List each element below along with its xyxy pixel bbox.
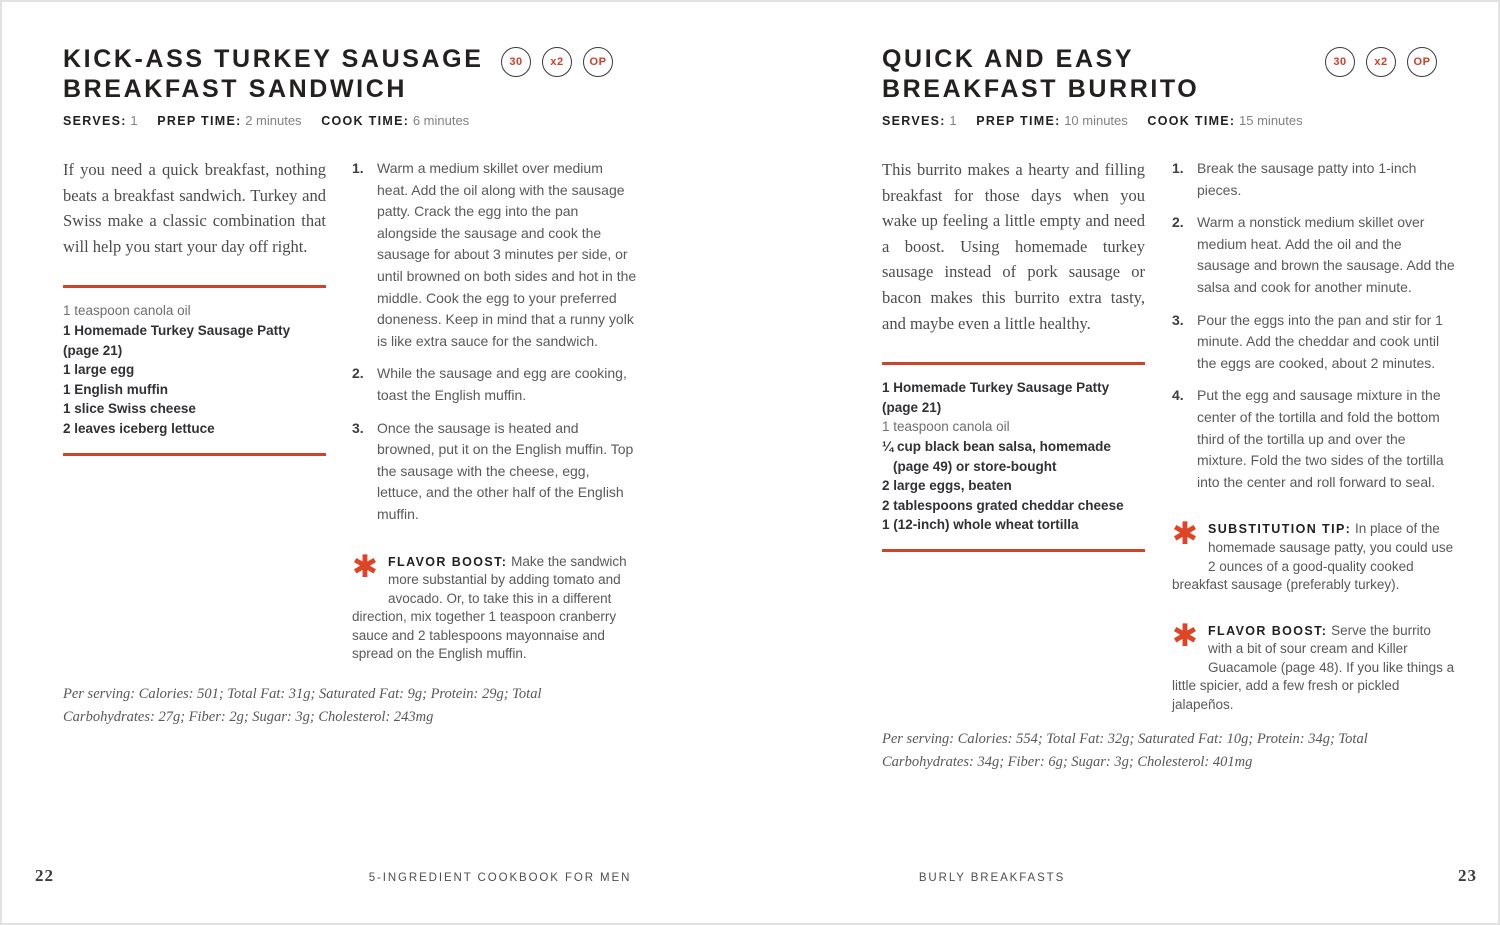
step-number: 3. (1172, 311, 1184, 328)
step-item (352, 418, 637, 526)
cook-time-label: COOK TIME: (321, 114, 410, 128)
badge-30-minutes: 30 (501, 47, 531, 77)
title-line-2: BREAKFAST BURRITO (882, 75, 1200, 103)
tip-label: FLAVOR BOOST: (1208, 623, 1328, 638)
flavor-boost-tip (352, 548, 637, 665)
serves-value: 1 (130, 113, 138, 128)
ingredient-item: ¼ cup black bean salsa, homemade (882, 438, 1111, 454)
ingredient-item: 1 teaspoon canola oil (882, 419, 1010, 435)
recipe-intro: If you need a quick breakfast, nothing beats a breakfast sandwich. Turkey and Swiss make a classic combination that will help you start your day off right. (63, 160, 326, 256)
asterisk-icon: ✱ (1172, 617, 1198, 654)
serves-label: SERVES: (882, 114, 946, 128)
ingredient-item: 1 large egg (63, 362, 135, 378)
ingredient-item: 1 (12-inch) whole wheat tortilla (882, 517, 1079, 533)
ingredient-rule-bottom (882, 549, 1145, 552)
badge-double: x2 (1366, 47, 1396, 77)
title-line-2: BREAKFAST SANDWICH (63, 75, 408, 103)
recipe-meta (882, 113, 1319, 128)
ingredient-item: 2 tablespoons grated cheddar cheese (882, 497, 1124, 513)
step-text: Warm a nonstick medium skillet over medium heat. Add the oil and the sausage and brown the sausage. Add the salsa and cook for another minute. (1197, 214, 1455, 295)
step-text: Pour the eggs into the pan and stir for 1 minute. Add the cheddar and cook until the eggs are cooked, about 2 minutes. (1197, 311, 1443, 371)
step-item (1172, 212, 1457, 298)
step-text: Break the sausage patty into 1-inch pieces. (1197, 160, 1417, 198)
tip-label: SUBSTITUTION TIP: (1208, 522, 1352, 537)
ingredient-item: 1 teaspoon canola oil (63, 303, 191, 319)
step-item (1172, 385, 1457, 493)
step-number: 3. (352, 419, 364, 436)
step-text: Warm a medium skillet over medium heat. Add the oil along with the sausage patty. Crack the egg into the pan alongside the sausage and cook the sausage for about 3 minutes per side, or until browned on both sides and hot in the middle. Cook the egg to your preferred doneness. Keep in mind that a runny yolk is like extra sauce for the sandwich. (377, 160, 637, 349)
title-line-1: QUICK AND EASY (882, 45, 1135, 73)
serves-value: 1 (949, 113, 957, 128)
cook-time-meta (1147, 113, 1302, 128)
asterisk-icon: ✱ (1172, 516, 1198, 553)
page-number: 22 (35, 866, 54, 885)
step-number: 2. (1172, 214, 1184, 231)
prep-time-label: PREP TIME: (157, 114, 242, 128)
prep-time-value: 10 minutes (1064, 113, 1128, 128)
step-text: While the sausage and egg are cooking, toast the English muffin. (377, 365, 627, 403)
ingredient-item: 1 Homemade Turkey Sausage Patty (page 21) (882, 380, 1110, 415)
tip-text: Serve the burrito with a bit of sour cream and Killer Guacamole (page 48). If you like things a little spicier, add a few fresh or pickled jalapeños. (1172, 622, 1455, 713)
step-item (352, 363, 637, 406)
ingredient-list (63, 288, 326, 452)
prep-time-value: 2 minutes (245, 113, 302, 128)
prep-time-meta (157, 113, 301, 128)
ingredient-item: 1 English muffin (63, 381, 169, 397)
step-item (352, 158, 637, 352)
serves-meta (882, 113, 957, 128)
flavor-boost-tip (1172, 617, 1457, 715)
badge-double: x2 (542, 47, 572, 77)
ingredient-item: 2 large eggs, beaten (882, 478, 1012, 494)
cook-time-value: 15 minutes (1239, 113, 1303, 128)
step-item (1172, 158, 1457, 201)
recipe-title-left (63, 44, 484, 104)
intro-and-ingredients-column (63, 157, 326, 456)
tip-label: FLAVOR BOOST: (388, 554, 508, 569)
intro-and-ingredients-column (882, 157, 1145, 552)
badge-30-minutes: 30 (1325, 47, 1355, 77)
running-footer: 5-INGREDIENT COOKBOOK FOR MEN (368, 872, 632, 884)
recipe-badges (501, 47, 613, 77)
badge-one-pan: OP (583, 47, 613, 77)
ingredient-item: 1 slice Swiss cheese (63, 401, 196, 417)
ingredient-list (882, 365, 1145, 549)
prep-time-meta (976, 113, 1128, 128)
serves-meta (63, 113, 138, 128)
ingredient-rule-bottom (63, 453, 326, 456)
cook-time-value: 6 minutes (412, 113, 470, 128)
step-item (1172, 310, 1457, 375)
serves-label: SERVES: (63, 114, 127, 128)
nutrition-info: Per serving: Calories: 554; Total Fat: 32g; Saturated Fat: 10g; Protein: 34g; Total Carbohydrates: 34g; Fiber: 6g; Sugar: 3g; Cholesterol: 401mg (882, 730, 1368, 770)
recipe-badges (1325, 47, 1437, 77)
page-number: 23 (1458, 866, 1477, 885)
step-number: 1. (1172, 160, 1184, 176)
badge-one-pan: OP (1407, 47, 1437, 77)
cook-time-meta (321, 113, 469, 128)
prep-time-label: PREP TIME: (976, 114, 1061, 128)
nutrition-info: Per serving: Calories: 501; Total Fat: 31g; Saturated Fat: 9g; Protein: 29g; Total Carbohydrates: 27g; Fiber: 2g; Sugar: 3g; Cholesterol: 243mg (63, 685, 542, 725)
step-number: 2. (352, 365, 364, 382)
tip-text: Make the sandwich more substantial by adding tomato and avocado. Or, to take this in a different direction, mix together 1 teaspoon cranberry sauce and 2 tablespoons mayonnaise and spread on the English muffin. (352, 553, 627, 662)
asterisk-icon: ✱ (352, 548, 378, 585)
recipe-title-right (882, 44, 1199, 104)
recipe-meta (63, 113, 485, 128)
recipe-intro: This burrito makes a hearty and filling breakfast for those days when you wake up feeling a little empty and need a boost. Using homemade turkey sausage instead of pork sausage or bacon makes this burrito extra tasty, and maybe even a little healthy. (882, 160, 1145, 333)
right-page (750, 0, 1500, 925)
step-text: Put the egg and sausage mixture in the center of the tortilla and fold the bottom third of the tortilla up and over the mixture. Fold the two sides of the tortilla into the center and roll forward to seal. (1197, 387, 1444, 490)
step-text: Once the sausage is heated and browned, put it on the English muffin. Top the sausage with the cheese, egg, lettuce, and the other half of the English muffin. (377, 419, 634, 522)
ingredient-item: 2 leaves iceberg lettuce (63, 420, 215, 436)
running-footer: BURLY BREAKFASTS (918, 872, 1066, 884)
title-line-1: KICK-ASS TURKEY SAUSAGE (63, 45, 484, 73)
substitution-tip (1172, 516, 1457, 594)
steps-column (1172, 158, 1457, 715)
step-number: 4. (1172, 387, 1184, 404)
steps-column (352, 158, 637, 664)
step-number: 1. (352, 160, 364, 176)
tip-text: In place of the homemade sausage patty, you could use 2 ounces of a good-quality cooked breakfast sausage (preferably turkey). (1172, 521, 1454, 593)
ingredient-item-continuation: (page 49) or store-bought (893, 458, 1057, 474)
ingredient-item: 1 Homemade Turkey Sausage Patty (page 21) (63, 322, 291, 358)
cook-time-label: COOK TIME: (1147, 114, 1236, 128)
